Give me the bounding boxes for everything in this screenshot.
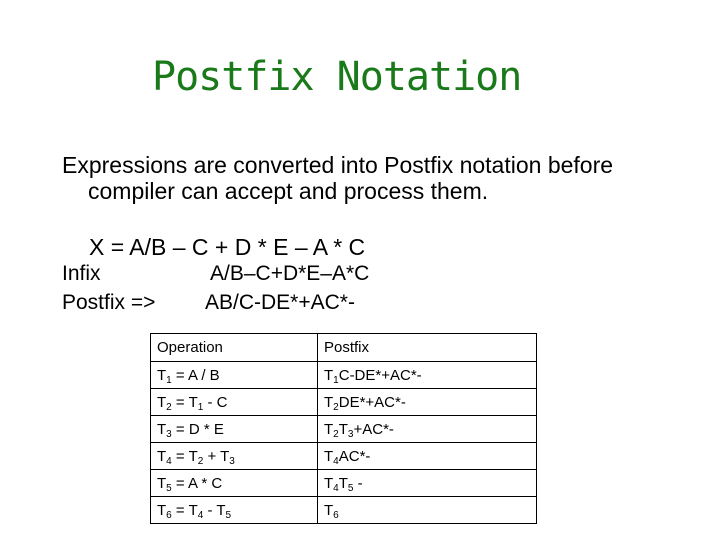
- table-row: [151, 389, 537, 416]
- postfix-label: Postfix =>: [62, 291, 156, 314]
- intro-line-1: Expressions are converted into Postfix notation before: [62, 152, 614, 178]
- intro-line-2: compiler can accept and process them.: [88, 178, 489, 204]
- operation-cell: $T_4 = T_2 + T_3$: [151, 443, 318, 470]
- table-header-row: [151, 334, 537, 362]
- table-row: [151, 362, 537, 389]
- postfix-cell: $T_4AC*-$: [318, 443, 537, 470]
- postfix-cell: $T_6$: [318, 497, 537, 524]
- operation-cell: $T_5 = A * C$: [151, 470, 318, 497]
- table-row: [151, 443, 537, 470]
- table-row: [151, 497, 537, 524]
- operation-cell: $T_6 = T_4 - T_5$: [151, 497, 318, 524]
- postfix-cell: $T_2T_3+AC*-$: [318, 416, 537, 443]
- postfix-value: AB/C-DE*+AC*-: [205, 291, 355, 314]
- operation-cell: $T_2 = T_1 - C$: [151, 389, 318, 416]
- table-row: [151, 470, 537, 497]
- intro-paragraph: [62, 152, 662, 204]
- slide-title: Postfix Notation: [152, 54, 522, 100]
- postfix-cell: $T_2DE*+AC*-$: [318, 389, 537, 416]
- infix-value: A/B–C+D*E–A*C: [210, 262, 370, 285]
- postfix-cell: $T_4T_5$ -: [318, 470, 537, 497]
- operations-table: [150, 333, 537, 524]
- operation-cell: $T_3 = D * E$: [151, 416, 318, 443]
- equation: X = A/B – C + D * E – A * C: [89, 234, 366, 260]
- infix-label: Infix: [62, 262, 101, 285]
- operation-cell: $T_1 = A / B$: [151, 362, 318, 389]
- header-operation: Operation: [151, 334, 318, 362]
- table-row: [151, 416, 537, 443]
- header-postfix: Postfix: [318, 334, 537, 362]
- postfix-cell: $T_1C-DE*+AC*-$: [318, 362, 537, 389]
